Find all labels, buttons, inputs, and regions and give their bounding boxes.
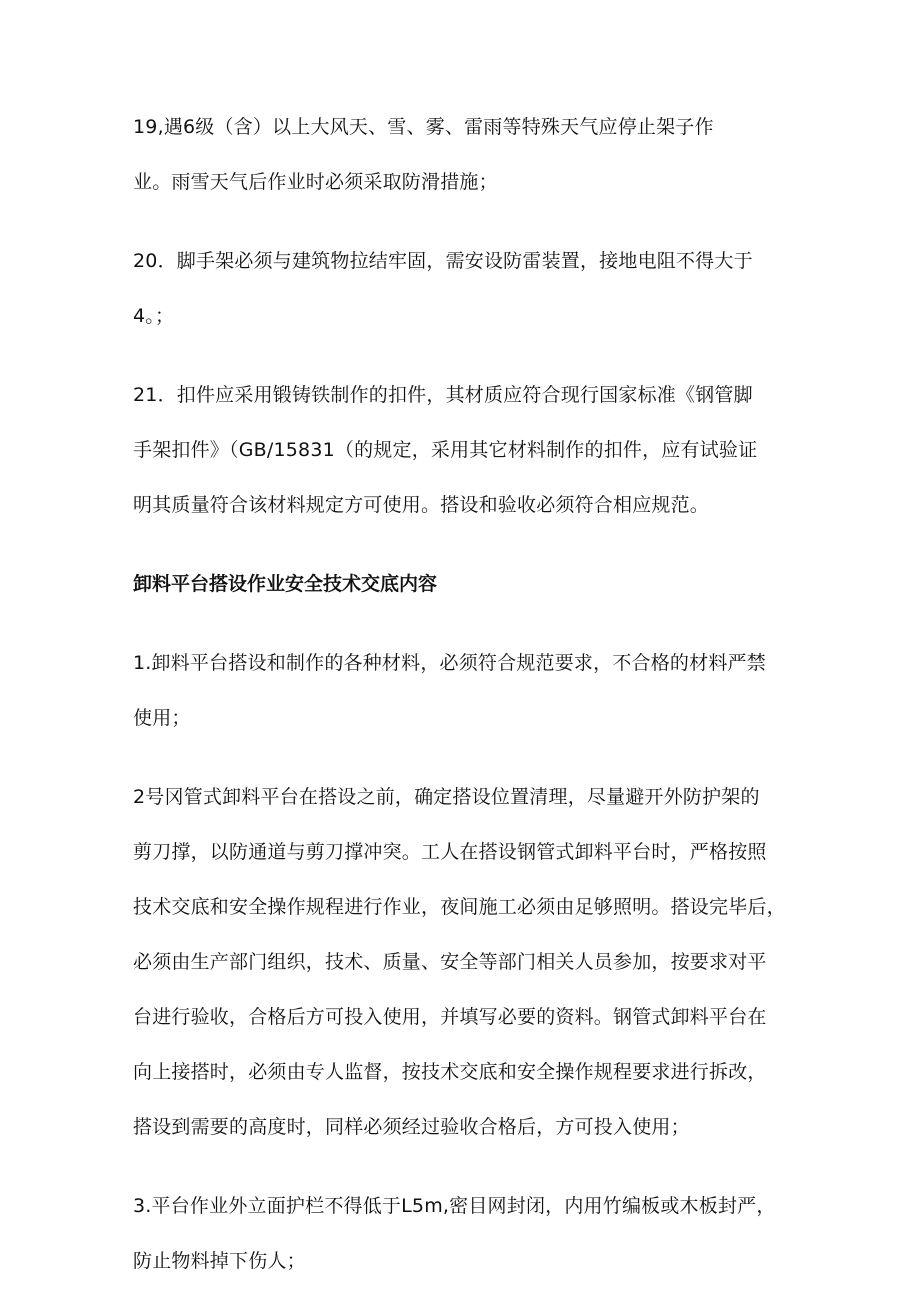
text-line: 必须由生产部门组织，技术、质量、安全等部门相关人员参加，按要求对平: [133, 951, 767, 973]
section-paragraph-2: [133, 770, 840, 1155]
paragraph-gap: [133, 344, 840, 368]
paragraph-gap: [133, 210, 840, 234]
text-line: 剪刀撑，以防通道与剪刀撑冲突。工人在搭设钢管式卸料平台时，严格按照: [133, 841, 767, 863]
text-line: 4。；: [133, 305, 175, 327]
text-line: 1.卸料平台搭设和制作的各种材料，必须符合规范要求，不合格的材料严禁: [133, 652, 766, 674]
text-line: 2号冈管式卸料平台在搭设之前，确定搭设位置清理，尽量避开外防护架的: [133, 786, 760, 808]
text-line: 使用；: [133, 707, 191, 729]
paragraph-20: [133, 234, 840, 344]
section-paragraph-3: [133, 1179, 840, 1289]
text-line: 向上接搭时，必须由专人监督，按技术交底和安全操作规程要求进行拆改，: [133, 1061, 767, 1083]
text-line: 20．脚手架必须与建筑物拉结牢固，需安设防雷装置，接地电阻不得大于: [133, 250, 753, 272]
text-line: 业。雨雪天气后作业时必须采取防滑措施；: [133, 171, 498, 193]
paragraph-gap: [133, 612, 840, 636]
text-line: 搭设到需要的高度时，同样必须经过验收合格后，方可投入使用；: [133, 1116, 690, 1138]
section-heading: 卸料平台搭设作业安全技术交底内容: [133, 573, 438, 595]
paragraph-gap: [133, 746, 840, 770]
text-line: 明其质量符合该材料规定方可使用。搭设和验收必须符合相应规范。: [133, 494, 710, 516]
paragraph-gap: [133, 533, 840, 557]
text-line: 技术交底和安全操作规程进行作业，夜间施工必须由足够照明。搭设完毕后，: [133, 896, 786, 918]
section-paragraph-1: [133, 636, 840, 746]
text-line: 防止物料掉下伤人；: [133, 1250, 306, 1272]
paragraph-21: [133, 368, 840, 533]
text-line: 19,遇6级（含）以上大风天、雪、雾、雷雨等特殊天气应停止架子作: [133, 116, 714, 138]
text-line: 3.平台作业外立面护栏不得低于L5m,密目网封闭，内用竹编板或木板封严，: [133, 1195, 776, 1217]
text-line: 21．扣件应采用锻铸铁制作的扣件，其材质应符合现行国家标准《钢管脚: [133, 384, 753, 406]
text-line: 台进行验收，合格后方可投入使用，并填写必要的资料。钢管式卸料平台在: [133, 1006, 767, 1028]
text-line: 手架扣件》（GB/15831（的规定，采用其它材料制作的扣件，应有试验证: [133, 439, 758, 461]
paragraph-gap: [133, 1155, 840, 1179]
paragraph-19: [133, 100, 840, 210]
